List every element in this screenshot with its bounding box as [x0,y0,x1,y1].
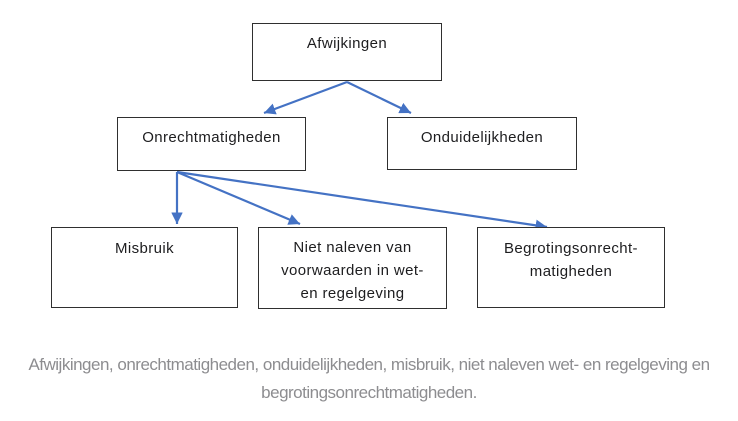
arrow-onrechtmatigheden-to-niet-naleven [177,172,300,224]
node-afwijkingen [252,23,442,81]
node-onrechtmatigheden-label: Onrechtmatigheden [142,129,281,146]
node-onrechtmatigheden [117,117,306,171]
node-misbruik [51,227,238,308]
node-niet-naleven-label-line2: voorwaarden in wet- [281,262,424,279]
node-begrotings-label-line1: Begrotingsonrecht- [504,240,638,257]
figure-caption-line1: Afwijkingen, onrechtmatigheden, onduidelijkheden, misbruik, niet naleven wet- en regelgeving en [28,355,710,374]
arrow-onrechtmatigheden-to-begrotings [177,172,547,227]
figure-caption-line2: begrotingsonrechtmatigheden. [261,383,477,402]
arrow-afwijkingen-to-onduidelijkheden [347,82,411,113]
node-onduidelijkheden-label: Onduidelijkheden [420,129,544,146]
node-niet-naleven-label-line1: Niet naleven van [293,239,412,256]
arrow-afwijkingen-to-onrechtmatigheden [264,82,347,113]
node-misbruik-label: Misbruik [114,240,175,257]
node-begrotingsonrechtmatigheden [477,227,665,308]
node-afwijkingen-label: Afwijkingen [306,35,388,52]
node-niet-naleven-label-line3: en regelgeving [300,285,405,302]
node-onduidelijkheden [387,117,577,170]
node-niet-naleven [258,227,447,309]
node-begrotings-label-line2: matigheden [529,263,613,280]
figure-caption [0,351,738,407]
